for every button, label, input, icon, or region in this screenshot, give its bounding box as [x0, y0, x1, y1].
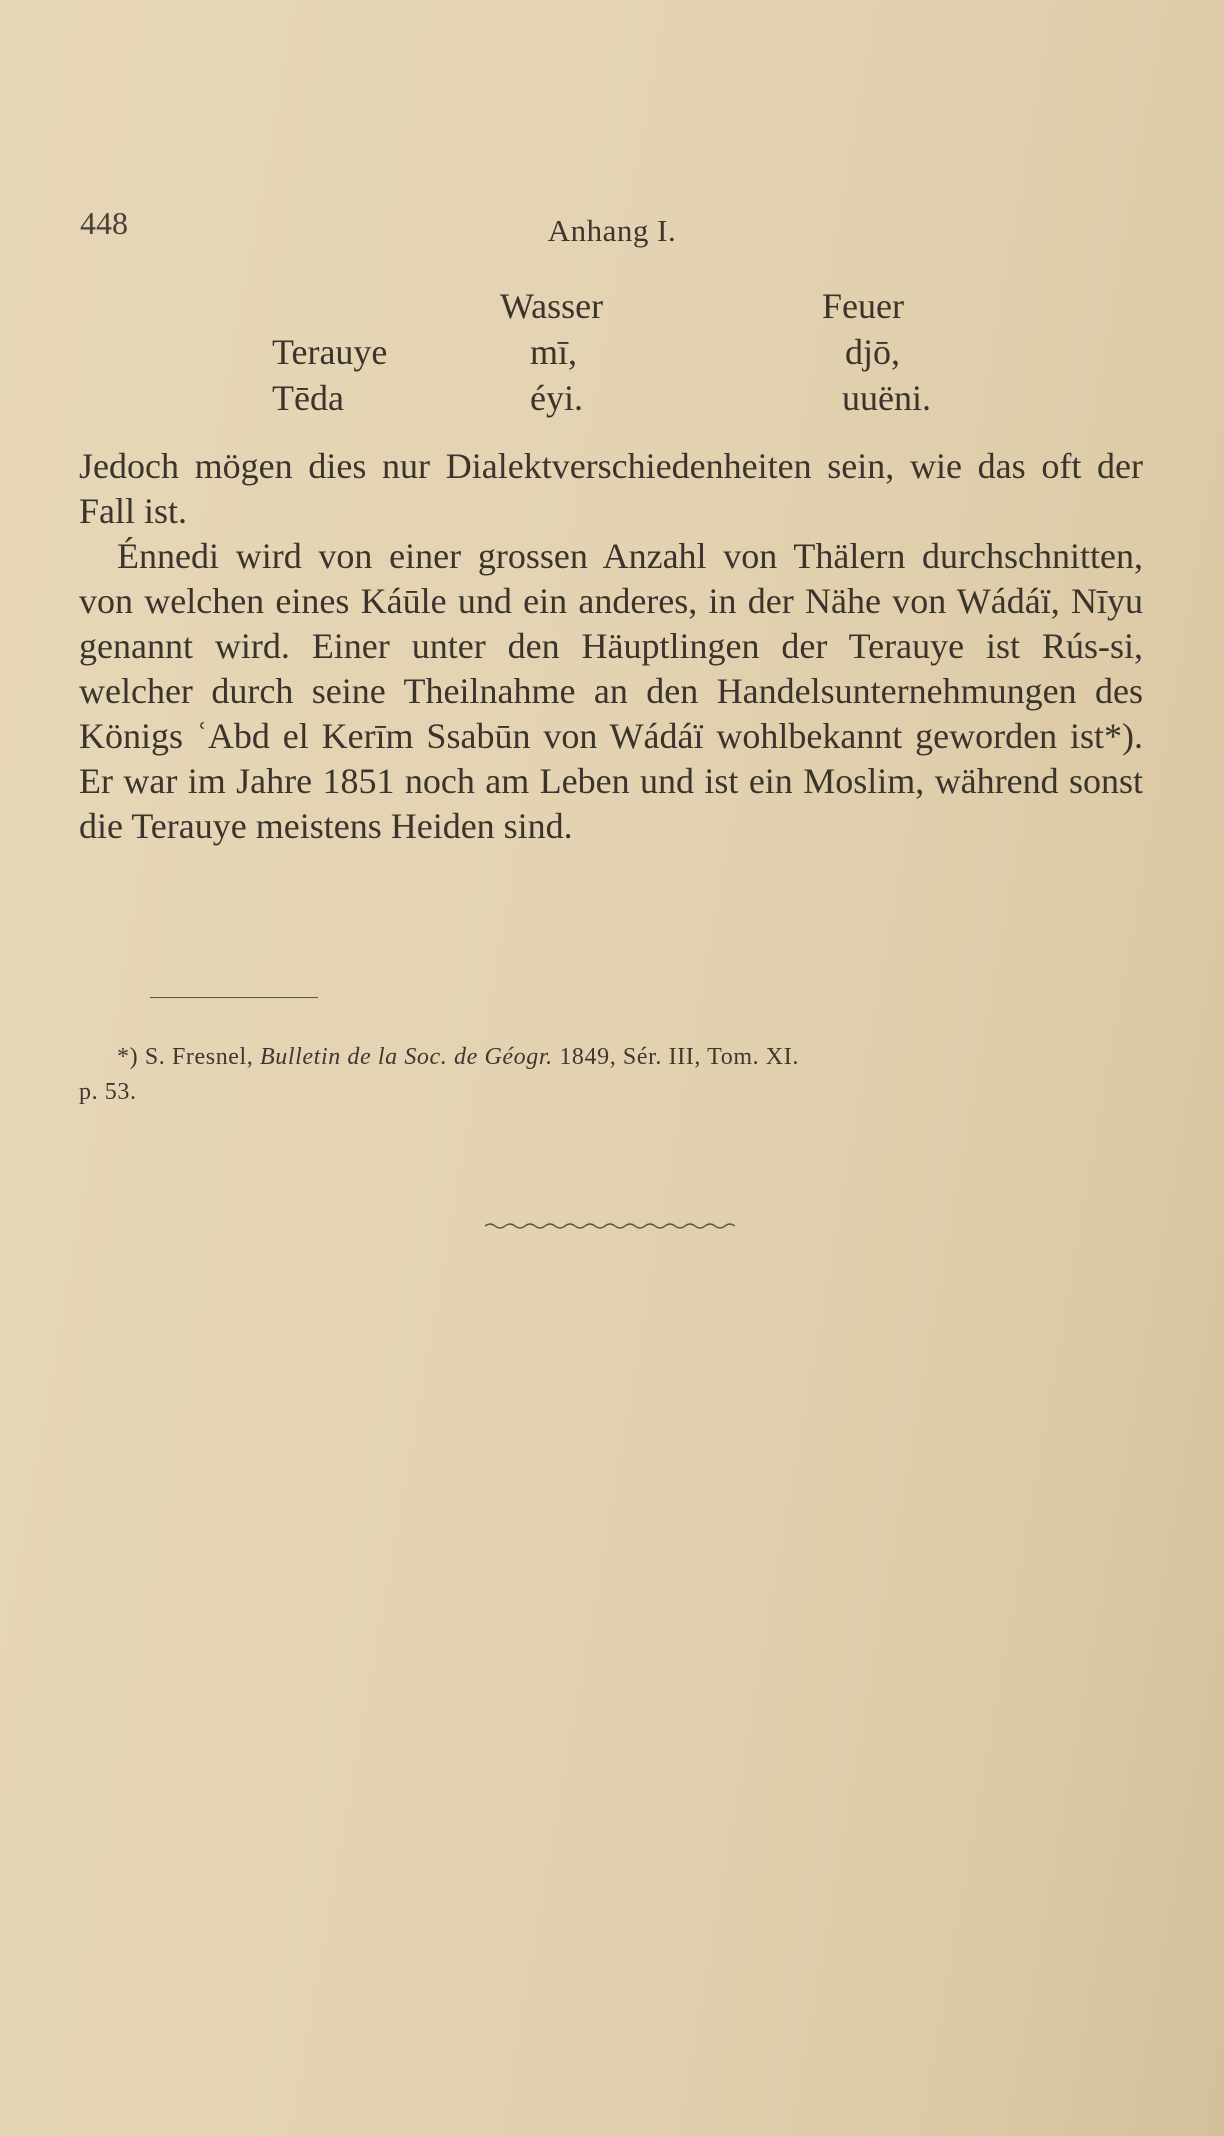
- paragraph: Énnedi wird von einer grossen Anzahl von Thälern durchschnitten, von welchen eines Káūle und ein anderes, in der Nähe von Wádáï, Nīyu genannt wird. Einer unter den Häuptlingen der Terauye ist Rús-si, welcher durch seine Theilnahme an den Handelsunternehmungen des Königs ʿAbd el Kerīm Ssabūn von Wádáï wohlbekannt geworden ist*). Er war im Jahre 1851 noch am Leben und ist ein Moslim, während sonst die Terauye meistens Heiden sind.: [79, 536, 1143, 846]
- row-label: Terauye: [272, 332, 388, 372]
- paragraph: Jedoch mögen dies nur Dialektverschiedenheiten sein, wie das oft der Fall ist.: [79, 446, 1143, 531]
- footnote-page-ref: p. 53.: [79, 1079, 137, 1105]
- fire-word: djō,: [845, 332, 901, 372]
- end-ornament: [485, 1220, 735, 1232]
- row-label: Tēda: [272, 378, 344, 418]
- running-head: Anhang I.: [547, 213, 677, 248]
- vocabulary-row: [0, 329, 1224, 375]
- column-header-fire: Feuer: [822, 286, 904, 326]
- vocabulary-table: [0, 283, 1224, 421]
- footnote: [79, 1040, 1143, 1110]
- vocabulary-header-row: [0, 283, 1224, 329]
- footnote-title: Bulletin de la Soc. de Géogr.: [260, 1044, 553, 1070]
- body-text: [79, 444, 1143, 849]
- water-word: mī,: [530, 332, 578, 372]
- footnote-details: 1849, Sér. III, Tom. XI.: [559, 1044, 799, 1070]
- page-number: 448: [80, 205, 128, 241]
- footnote-marker: *): [117, 1044, 139, 1070]
- column-header-water: Wasser: [500, 286, 604, 326]
- footnote-author: S. Fresnel,: [144, 1044, 254, 1070]
- water-word: éyi.: [530, 378, 583, 418]
- vocabulary-row: [0, 375, 1224, 421]
- footnote-divider: [150, 997, 318, 998]
- fire-word: uuëni.: [842, 378, 931, 418]
